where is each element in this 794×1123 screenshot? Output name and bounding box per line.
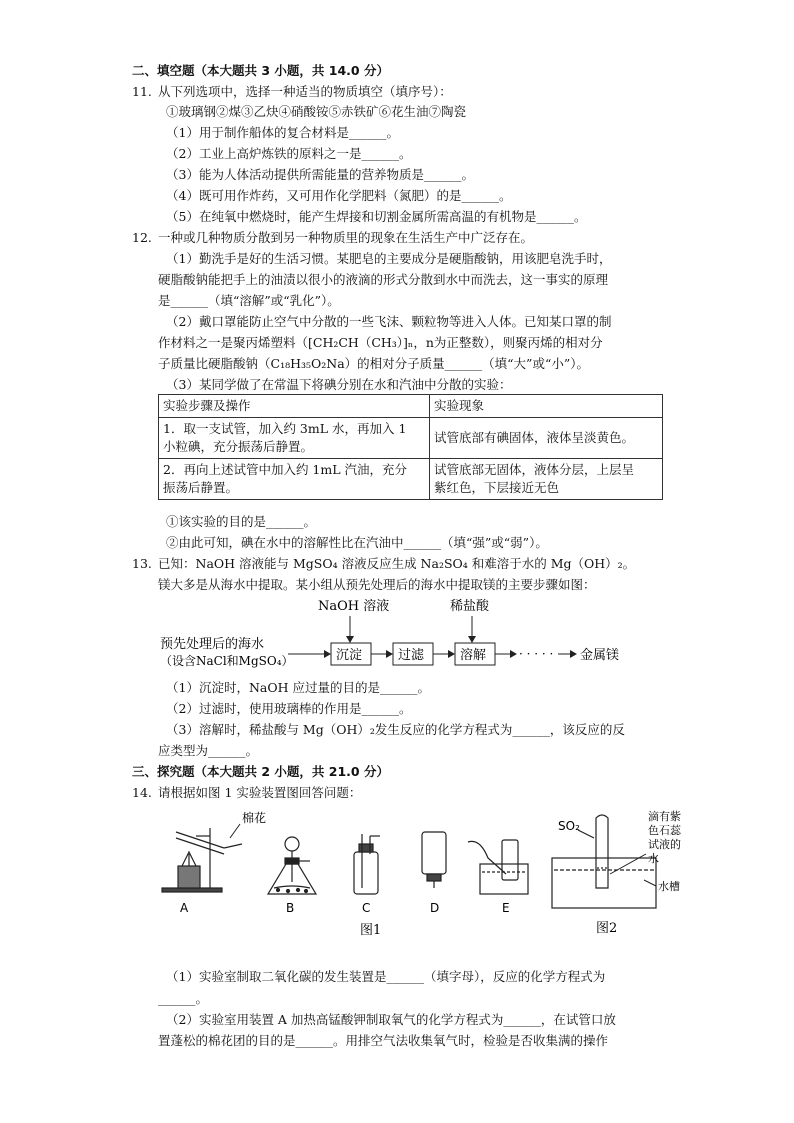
paragraph-line: （3）某同学做了在常温下将碘分别在水和汽油中分散的实验： <box>166 377 512 392</box>
sub-question: ①该实验的目的是______。 <box>166 514 317 529</box>
liquid-label-line: 试液的 <box>648 838 681 851</box>
sub-question: ______。 <box>158 991 209 1006</box>
figure-caption: 图1 <box>360 923 382 938</box>
sub-question: （2）过滤时，使用玻璃棒的作用是______。 <box>166 701 412 716</box>
cell-line: 1．取一支试管，加入约 3mL 水，再加入 1 <box>163 421 407 436</box>
cell-line: 紫红色，下层接近无色 <box>434 480 560 495</box>
table-cell <box>430 459 663 500</box>
table-cell <box>430 418 663 459</box>
table-cell <box>159 418 430 459</box>
sub-question: （3）溶解时，稀盐酸与 Mg（OH）₂发生反应的化学方程式为______，该反应的反 <box>166 722 625 737</box>
apparatus-label: A <box>180 901 189 915</box>
cell-line: 试管底部无固体，液体分层，上层呈 <box>434 462 635 477</box>
table-cell <box>159 459 430 500</box>
flow-reagent-hcl: 稀盐酸 <box>450 599 490 614</box>
flow-source-label: 预先处理后的海水 <box>160 637 265 652</box>
liquid-label-line: 水 <box>648 852 659 865</box>
flow-arrowhead <box>324 650 331 658</box>
sub-question: 置蓬松的棉花团的目的是______。用排空气法收集氧气时，检验是否收集满的操作 <box>158 1033 609 1048</box>
cell-line: 试管底部有碘固体，液体呈淡黄色。 <box>434 430 635 445</box>
apparatus-label: D <box>430 901 440 915</box>
cotton-pointer <box>230 824 240 838</box>
table-row <box>159 418 663 459</box>
question-stem: 镁大多是从海水中提取。某小组从预先处理后的海水中提取镁的主要步骤如图： <box>158 577 596 592</box>
flow-arrowhead <box>346 636 354 643</box>
flow-arrowhead <box>386 650 393 658</box>
flow-arrowhead <box>510 650 517 658</box>
liquid-pointer <box>610 854 646 874</box>
table-header-row <box>159 395 663 418</box>
sub-question: （2）工业上高炉炼铁的原料之一是______。 <box>166 146 412 161</box>
apparatus-b <box>268 837 316 894</box>
section-heading: 三、探究题（本大题共 2 小题，共 21.0 分） <box>132 764 389 779</box>
flow-diagram <box>158 596 658 676</box>
sub-question: 应类型为______。 <box>158 743 259 758</box>
sub-question: （3）能为人体活动提供所需能量的营养物质是______。 <box>166 167 474 182</box>
apparatus-label: B <box>286 901 295 915</box>
sub-question: （1）用于制作船体的复合材料是______。 <box>166 125 399 140</box>
paragraph-line: 子质量比硬脂酸钠（C₁₈H₃₅O₂Na）的相对分子质量______（填“大”或“小”）。 <box>158 356 589 371</box>
flow-arrowhead <box>570 650 577 658</box>
sub-question: （1）实验室制取二氧化碳的发生装置是______（填字母），反应的化学方程式为 <box>166 969 606 984</box>
question-number: 13. <box>132 556 152 571</box>
flow-arrowhead <box>448 650 455 658</box>
apparatus-d <box>422 832 446 888</box>
apparatus-label: C <box>362 901 371 915</box>
flow-step-label: 溶解 <box>460 648 487 663</box>
flow-arrowhead <box>468 636 476 643</box>
paragraph-line: 作材料之一是聚丙烯塑料（[CH₂CH（CH₃）]ₙ，n为正整数），则聚丙烯的相对分 <box>158 335 603 350</box>
gas-label: SO₂ <box>558 819 580 833</box>
sub-question: ②由此可知，碘在水中的溶解性比在汽油中______（填“强”或“弱”）。 <box>166 535 548 550</box>
question-stem: 从下列选项中，选择一种适当的物质填空（填序号）： <box>158 84 452 99</box>
sub-question: （4）既可用作炸药，又可用作化学肥料（氮肥）的是______。 <box>166 188 512 203</box>
tank-pointer <box>644 880 656 886</box>
question-stem: 已知：NaOH 溶液能与 MgSO₄ 溶液反应生成 Na₂SO₄ 和难溶于水的 Mg（OH）₂。 <box>158 556 636 571</box>
table-header-cell: 实验步骤及操作 <box>159 395 430 418</box>
liquid-label-line: 滴有紫 <box>648 810 681 823</box>
liquid-label-line: 色石蕊 <box>648 824 681 837</box>
cell-line: 小粒碘，充分振荡后静置。 <box>163 439 314 454</box>
paragraph-line: 硬脂酸钠能把手上的油渍以很小的液滴的形式分散到水中而洗去，这一事实的原理 <box>158 272 609 287</box>
tank-label: 水槽 <box>658 880 680 893</box>
flow-product: 金属镁 <box>580 648 620 663</box>
apparatus-e <box>468 840 528 894</box>
cell-line: 振荡后静置。 <box>163 480 239 495</box>
question-stem: 一种或几种物质分散到另一种物质里的现象在生活生产中广泛存在。 <box>158 230 534 245</box>
figure-2-apparatus <box>548 808 708 938</box>
paragraph-line: （2）戴口罩能防止空气中分散的一些飞沫、颗粒物等进入人体。已知某口罩的制 <box>166 314 612 329</box>
cell-line: 2．再向上述试管中加入约 1mL 汽油，充分 <box>163 462 408 477</box>
sub-question: （2）实验室用装置 A 加热高锰酸钾制取氧气的化学方程式为______，在试管口放 <box>166 1012 616 1027</box>
question-number: 11. <box>132 84 152 99</box>
experiment-table <box>158 394 663 500</box>
flow-step-label: 沉淀 <box>336 648 363 663</box>
apparatus-label: E <box>502 901 510 915</box>
question-number: 12. <box>132 230 152 245</box>
figure-caption: 图2 <box>596 921 618 936</box>
flow-source-note: （设含NaCl和MgSO₄） <box>160 654 294 668</box>
figure-1-apparatus <box>150 808 550 938</box>
section-heading: 二、填空题（本大题共 3 小题，共 14.0 分） <box>132 63 389 78</box>
question-number: 14. <box>132 785 152 800</box>
flow-reagent-naoh: NaOH 溶液 <box>318 599 390 614</box>
paragraph-line: （1）勤洗手是好的生活习惯。某肥皂的主要成分是硬脂酸钠，用该肥皂洗手时， <box>166 251 612 266</box>
cotton-label: 棉花 <box>242 811 267 825</box>
sub-question: （1）沉淀时，NaOH 应过量的目的是______。 <box>166 680 430 695</box>
question-stem: 请根据如图 1 实验装置图回答问题： <box>158 785 362 800</box>
option-list: ①玻璃钢②煤③乙炔④硝酸铵⑤赤铁矿⑥花生油⑦陶瓷 <box>166 104 467 119</box>
flow-dots: · · · · · <box>519 647 554 661</box>
sub-question: （5）在纯氧中燃烧时，能产生焊接和切割金属所需高温的有机物是______。 <box>166 209 587 224</box>
flow-step-label: 过滤 <box>398 648 425 663</box>
table-row <box>159 459 663 500</box>
apparatus-c <box>354 834 380 894</box>
paragraph-line: 是______（填“溶解”或“乳化”）。 <box>158 293 340 308</box>
table-header-cell: 实验现象 <box>430 395 663 418</box>
